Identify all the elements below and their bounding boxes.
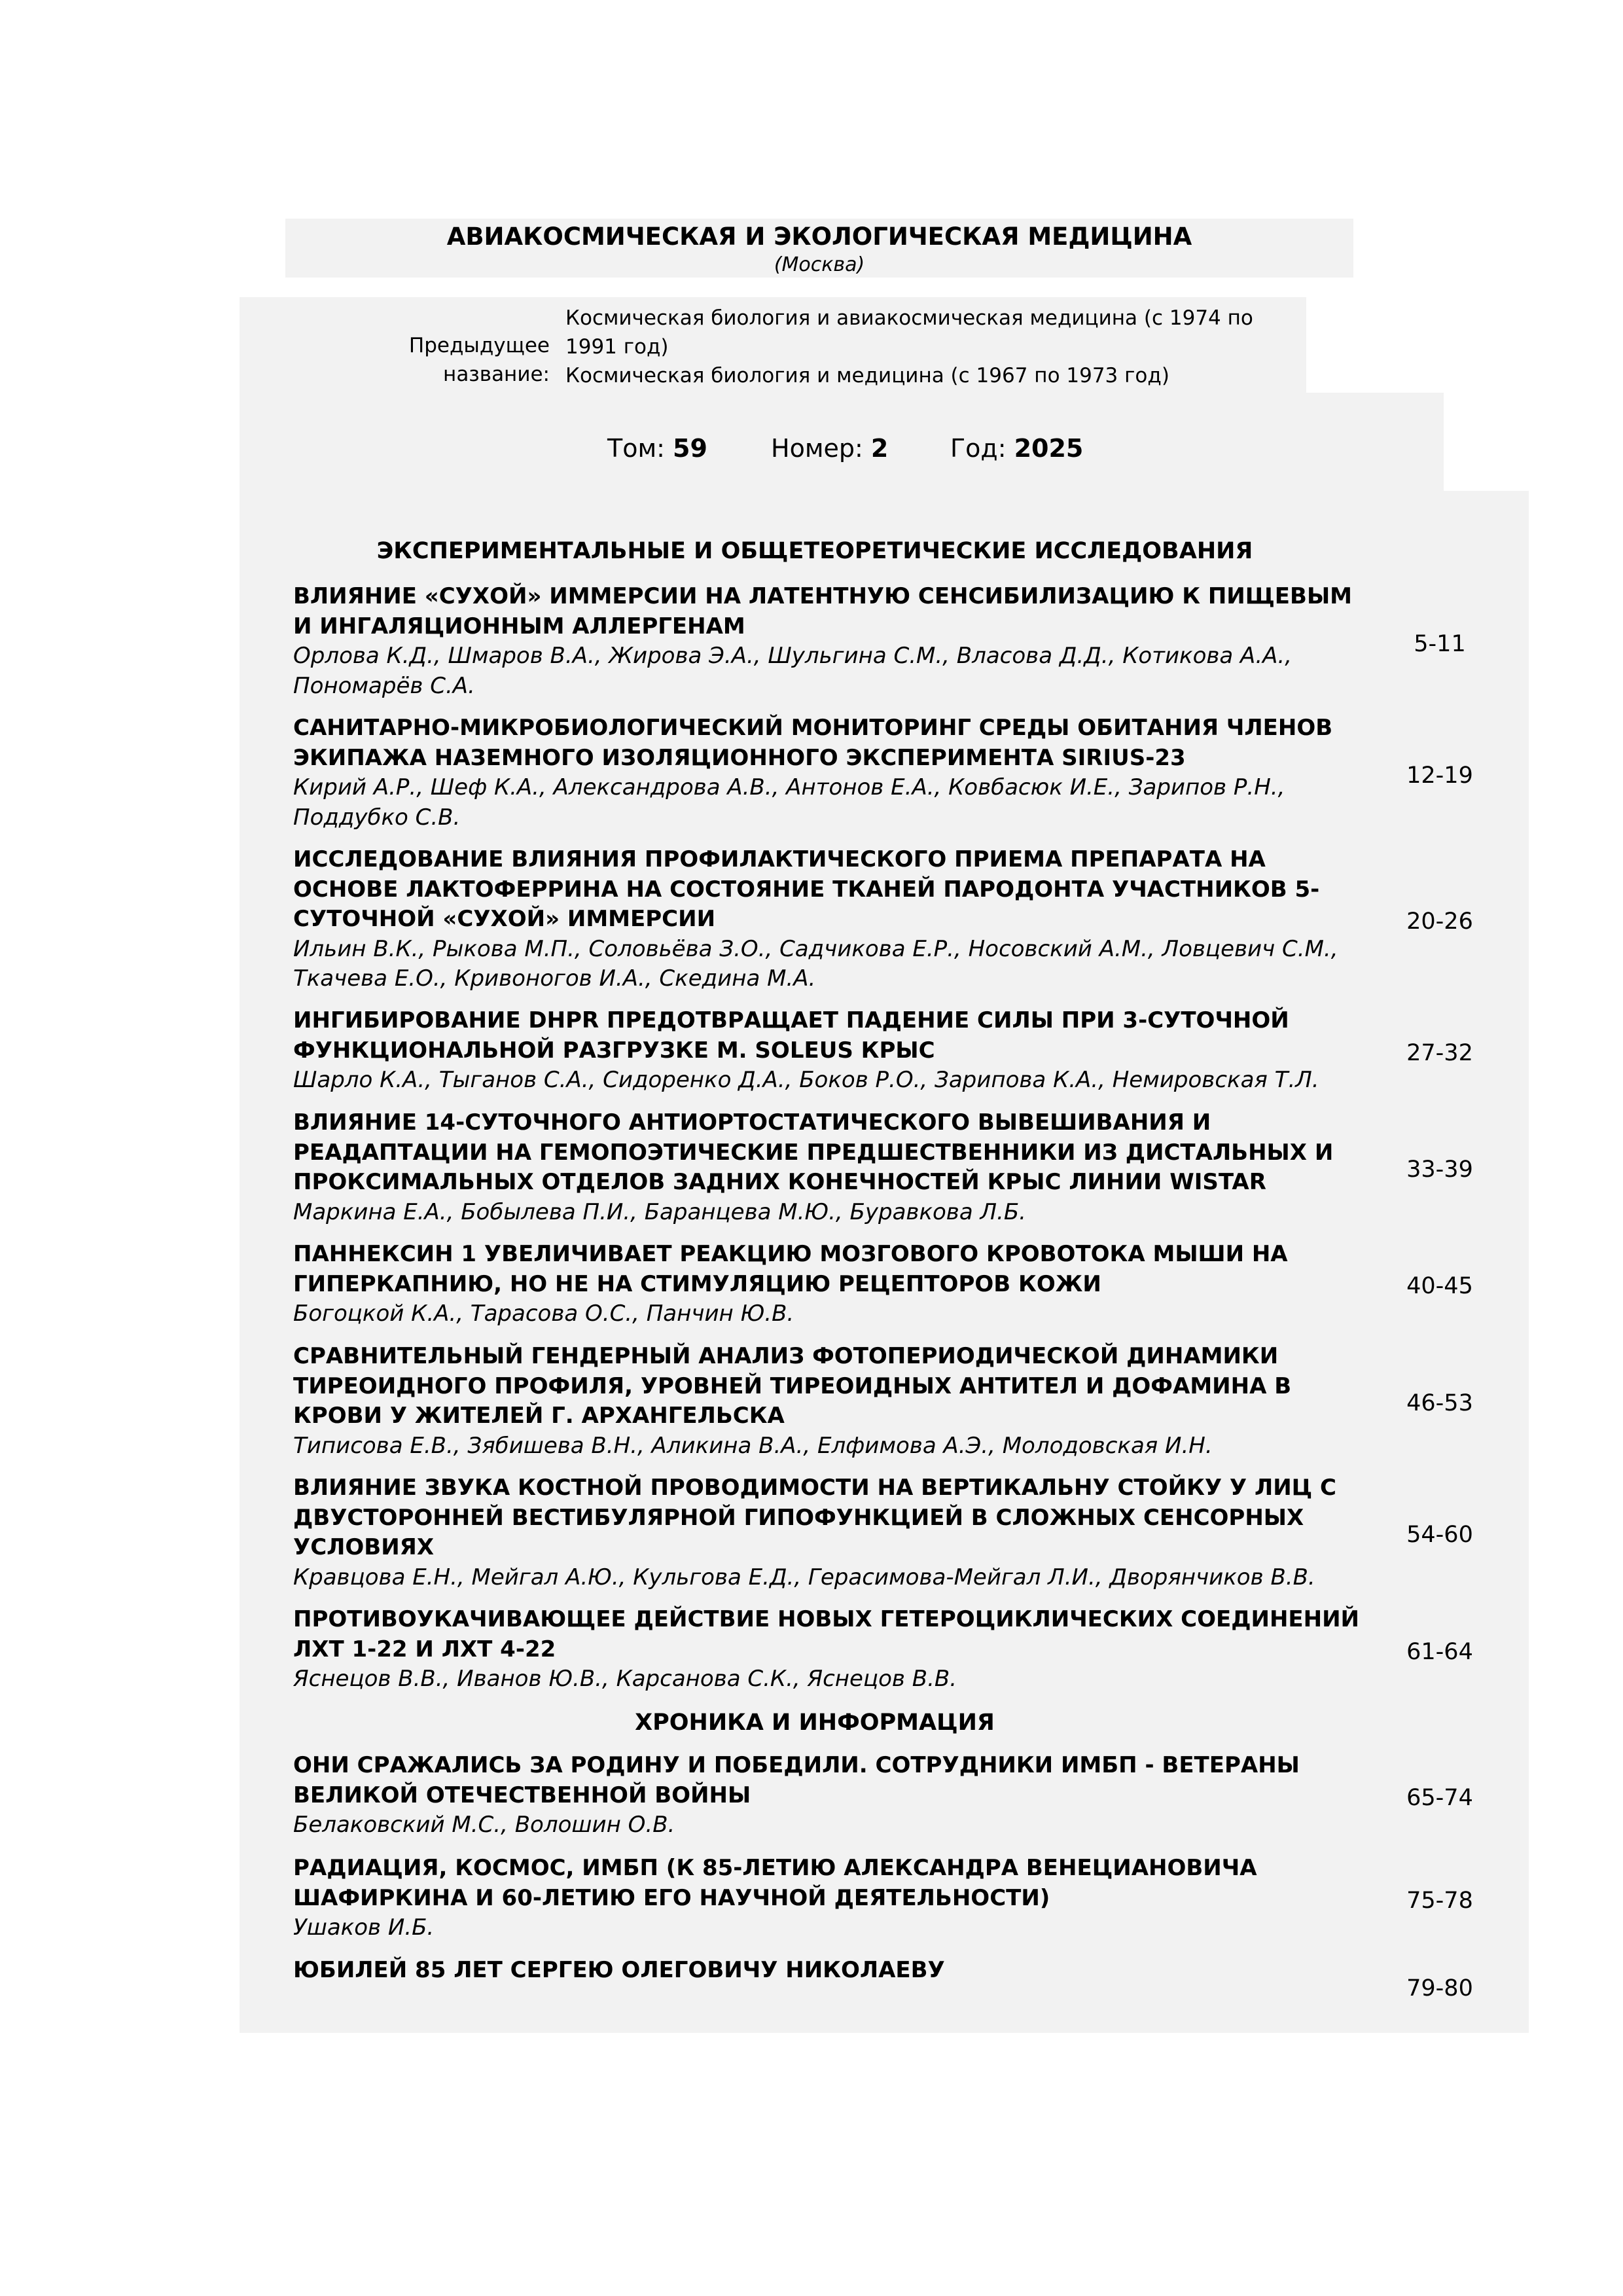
article-pages: 27-32	[1406, 1040, 1473, 1066]
issue-number	[771, 432, 888, 465]
section-heading: ХРОНИКА И ИНФОРМАЦИЯ	[635, 1710, 995, 1736]
volume-value: 59	[673, 434, 707, 463]
article-pages: 75-78	[1406, 1888, 1473, 1914]
article-title[interactable]: ЮБИЛЕЙ 85 ЛЕТ СЕРГЕЮ ОЛЕГОВИЧУ НИКОЛАЕВУ	[293, 1957, 945, 1983]
previous-name: Космическая биология и медицина (с 1967 по 1973 год)	[565, 364, 1169, 387]
toc-entry[interactable]	[293, 1240, 1373, 1329]
toc-entry[interactable]	[293, 1473, 1373, 1592]
article-title[interactable]: СРАВНИТЕЛЬНЫЙ ГЕНДЕРНЫЙ АНАЛИЗ ФОТОПЕРИОДИЧЕСКОЙ ДИНАМИКИ ТИРЕОИДНОГО ПРОФИЛЯ, УРОВНЕЙ ТИРЕОИДНЫХ АНТИТЕЛ И ДОФАМИНА В КРОВИ У ЖИТЕЛЕЙ Г. АРХАНГЕЛЬСКА	[293, 1343, 1292, 1429]
article-authors: Ильин В.К., Рыкова М.П., Соловьёва З.О., Садчикова Е.Р., Носовский А.М., Ловцевич С.М., Ткачева Е.О., Кривоногов И.А., Скедина М.А.	[293, 935, 1338, 992]
article-authors: Орлова К.Д., Шмаров В.А., Жирова Э.А., Шульгина С.М., Власова Д.Д., Котикова А.А., Пономарёв С.А.	[293, 643, 1292, 699]
article-authors: Шарло К.А., Тыганов С.А., Сидоренко Д.А., Боков Р.О., Зарипова К.А., Немировская Т.Л.	[293, 1067, 1319, 1093]
article-title[interactable]: ОНИ СРАЖАЛИСЬ ЗА РОДИНУ И ПОБЕДИЛИ. СОТРУДНИКИ ИМБП - ВЕТЕРАНЫ ВЕЛИКОЙ ОТЕЧЕСТВЕННОЙ ВОЙНЫ	[293, 1752, 1300, 1808]
section-heading: ЭКСПЕРИМЕНТАЛЬНЫЕ И ОБЩЕТЕОРЕТИЧЕСКИЕ ИССЛЕДОВАНИЯ	[376, 538, 1253, 564]
article-authors: Белаковский М.С., Волошин О.В.	[293, 1812, 675, 1838]
volume	[607, 432, 707, 465]
article-title[interactable]: ВЛИЯНИЕ «СУХОЙ» ИММЕРСИИ НА ЛАТЕНТНУЮ СЕНСИБИЛИЗАЦИЮ К ПИЩЕВЫМ И ИНГАЛЯЦИОННЫМ АЛЛЕРГЕНАМ	[293, 583, 1353, 639]
journal-title: АВИАКОСМИЧЕСКАЯ И ЭКОЛОГИЧЕСКАЯ МЕДИЦИНА	[446, 223, 1192, 251]
article-title[interactable]: ПАННЕКСИН 1 УВЕЛИЧИВАЕТ РЕАКЦИЮ МОЗГОВОГО КРОВОТОКА МЫШИ НА ГИПЕРКАПНИЮ, НО НЕ НА СТИМУЛЯЦИЮ РЕЦЕПТОРОВ КОЖИ	[293, 1241, 1288, 1297]
article-pages: 5-11	[1414, 631, 1466, 657]
toc-entry[interactable]	[293, 1751, 1373, 1840]
volume-label: Том:	[607, 434, 665, 463]
number-value: 2	[870, 434, 889, 463]
article-pages: 33-39	[1406, 1157, 1473, 1183]
article-pages: 65-74	[1406, 1785, 1473, 1811]
article-authors: Кравцова Е.Н., Мейгал А.Ю., Кульгова Е.Д., Герасимова-Мейгал Л.И., Дворянчиков В.В.	[293, 1564, 1315, 1590]
article-authors: Маркина Е.А., Бобылева П.И., Баранцева М.Ю., Буравкова Л.Б.	[293, 1198, 1026, 1225]
toc-entry[interactable]	[293, 713, 1373, 833]
article-authors: Яснецов В.В., Иванов Ю.В., Карсанова С.К., Яснецов В.В.	[293, 1666, 957, 1692]
year-value: 2025	[1014, 434, 1084, 463]
issue-year	[950, 432, 1083, 465]
article-title[interactable]: ИССЛЕДОВАНИЕ ВЛИЯНИЯ ПРОФИЛАКТИЧЕСКОГО ПРИЕМА ПРЕПАРАТА НА ОСНОВЕ ЛАКТОФЕРРИНА НА СОСТОЯНИЕ ТКАНЕЙ ПАРОДОНТА УЧАСТНИКОВ 5-СУТОЧНОЙ «СУХОЙ» ИММЕРСИИ	[293, 846, 1320, 932]
article-title[interactable]: ВЛИЯНИЕ ЗВУКА КОСТНОЙ ПРОВОДИМОСТИ НА ВЕРТИКАЛЬНУ СТОЙКУ У ЛИЦ С ДВУСТОРОННЕЙ ВЕСТИБУЛЯРНОЙ ГИПОФУНКЦИЕЙ В СЛОЖНЫХ СЕНСОРНЫХ УСЛОВИЯХ	[293, 1475, 1336, 1560]
article-pages: 46-53	[1406, 1390, 1473, 1416]
toc-entry[interactable]	[293, 845, 1373, 994]
toc-entry[interactable]	[293, 1108, 1373, 1227]
previous-name: Космическая биология и авиакосмическая медицина (с 1974 по 1991 год)	[565, 306, 1253, 359]
article-pages: 40-45	[1406, 1273, 1473, 1299]
article-title[interactable]: ПРОТИВОУКАЧИВАЮЩЕЕ ДЕЙСТВИЕ НОВЫХ ГЕТЕРОЦИКЛИЧЕСКИХ СОЕДИНЕНИЙ ЛХТ 1-22 И ЛХТ 4-22	[293, 1606, 1360, 1662]
article-title[interactable]: ИНГИБИРОВАНИЕ DHPR ПРЕДОТВРАЩАЕТ ПАДЕНИЕ СИЛЫ ПРИ 3-СУТОЧНОЙ ФУНКЦИОНАЛЬНОЙ РАЗГРУЗКЕ M. SOLEUS КРЫС	[293, 1007, 1289, 1064]
year-label: Год:	[950, 434, 1007, 463]
article-authors: Типисова Е.В., Зябишева В.Н., Аликина В.А., Елфимова А.Э., Молодовская И.Н.	[293, 1432, 1213, 1459]
article-title[interactable]: САНИТАРНО-МИКРОБИОЛОГИЧЕСКИЙ МОНИТОРИНГ СРЕДЫ ОБИТАНИЯ ЧЛЕНОВ ЭКИПАЖА НАЗЕМНОГО ИЗОЛЯЦИОННОГО ЭКСПЕРИМЕНТА SIRIUS-23	[293, 715, 1333, 771]
article-title[interactable]: РАДИАЦИЯ, КОСМОС, ИМБП (К 85-ЛЕТИЮ АЛЕКСАНДРА ВЕНЕЦИАНОВИЧА ШАФИРКИНА И 60-ЛЕТИЮ ЕГО НАУЧНОЙ ДЕЯТЕЛЬНОСТИ)	[293, 1855, 1257, 1911]
toc-entry[interactable]	[293, 1956, 1373, 1986]
article-pages: 79-80	[1406, 1975, 1473, 2001]
article-pages: 54-60	[1406, 1522, 1473, 1548]
toc-entry[interactable]	[293, 1342, 1373, 1461]
article-authors: Богоцкой К.А., Тарасова О.С., Панчин Ю.В.	[293, 1300, 794, 1327]
toc-entry[interactable]	[293, 1006, 1373, 1096]
article-authors: Кирий А.Р., Шеф К.А., Александрова А.В., Антонов Е.А., Ковбасюк И.Е., Зарипов Р.Н., Поддубко С.В.	[293, 774, 1285, 831]
previous-names-list	[565, 304, 1298, 390]
number-label: Номер:	[771, 434, 863, 463]
article-pages: 12-19	[1406, 762, 1473, 789]
article-pages: 61-64	[1406, 1639, 1473, 1665]
article-title[interactable]: ВЛИЯНИЕ 14-СУТОЧНОГО АНТИОРТОСТАТИЧЕСКОГО ВЫВЕШИВАНИЯ И РЕАДАПТАЦИИ НА ГЕМОПОЭТИЧЕСКИЕ ПРЕДШЕСТВЕННИКИ ИЗ ДИСТАЛЬНЫХ И ПРОКСИМАЛЬНЫХ ОТДЕЛОВ ЗАДНИХ КОНЕЧНОСТЕЙ КРЫС ЛИНИИ WISTAR	[293, 1109, 1334, 1195]
journal-city: (Москва)	[774, 253, 865, 276]
previous-names-label: Предыдущее название:	[408, 334, 550, 386]
article-authors: Ушаков И.Б.	[293, 1914, 435, 1941]
article-pages: 20-26	[1406, 908, 1473, 935]
toc-entry[interactable]	[293, 1854, 1373, 1943]
toc-entry[interactable]	[293, 582, 1373, 701]
toc-entry[interactable]	[293, 1605, 1373, 1695]
